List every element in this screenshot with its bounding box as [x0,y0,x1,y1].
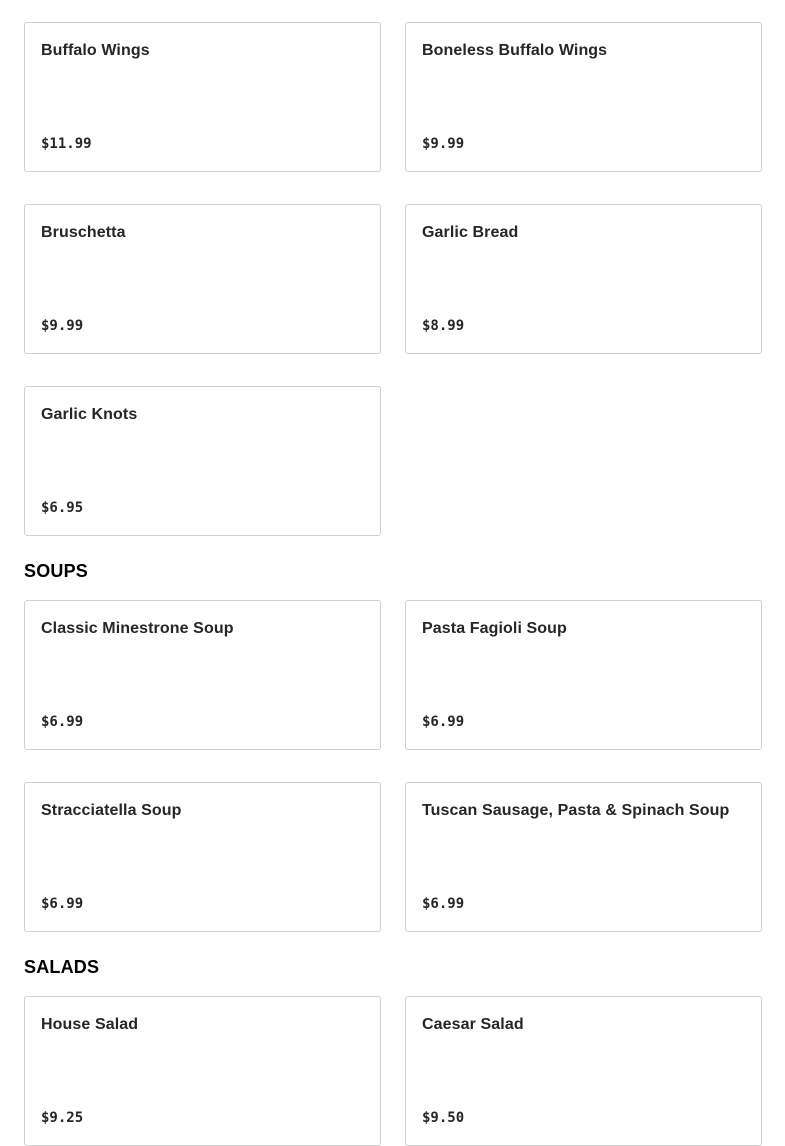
menu-item-name: House Salad [41,1016,139,1033]
menu-item-card[interactable] [24,386,381,536]
menu-item-name: Buffalo Wings [41,42,150,59]
menu-item-card[interactable] [405,22,762,172]
menu-item-price: $6.99 [41,896,84,912]
menu-item-price: $9.50 [422,1110,465,1126]
menu-item-card[interactable] [24,22,381,172]
menu-item-price: $6.95 [41,500,84,516]
menu-item-name: Bruschetta [41,224,126,241]
menu-item-card[interactable] [24,204,381,354]
menu-item-name: Tuscan Sausage, Pasta & Spinach Soup [422,802,730,819]
menu-item-price: $6.99 [422,896,465,912]
menu-item-card[interactable] [24,782,381,932]
menu-item-card[interactable] [24,600,381,750]
menu-item-price: $9.99 [41,318,84,334]
menu-item-card[interactable] [405,204,762,354]
menu-item-card[interactable] [24,996,381,1146]
menu-item-name: Classic Minestrone Soup [41,620,234,637]
section-title-soups: SOUPS [24,561,89,581]
menu-item-price: $11.99 [41,136,92,152]
menu-item-card[interactable] [405,600,762,750]
section-title-salads: SALADS [24,957,100,977]
menu-item-price: $9.25 [41,1110,84,1126]
menu-item-price: $6.99 [422,714,465,730]
menu-item-card[interactable] [405,782,762,932]
menu-item-name: Stracciatella Soup [41,802,182,819]
menu-item-name: Pasta Fagioli Soup [422,620,567,637]
menu-item-name: Garlic Knots [41,406,138,423]
menu-item-price: $9.99 [422,136,465,152]
menu-item-name: Caesar Salad [422,1016,524,1033]
menu-item-name: Boneless Buffalo Wings [422,42,608,59]
menu-item-price: $8.99 [422,318,465,334]
menu-item-price: $6.99 [41,714,84,730]
menu-item-name: Garlic Bread [422,224,519,241]
menu-item-card[interactable] [405,996,762,1146]
